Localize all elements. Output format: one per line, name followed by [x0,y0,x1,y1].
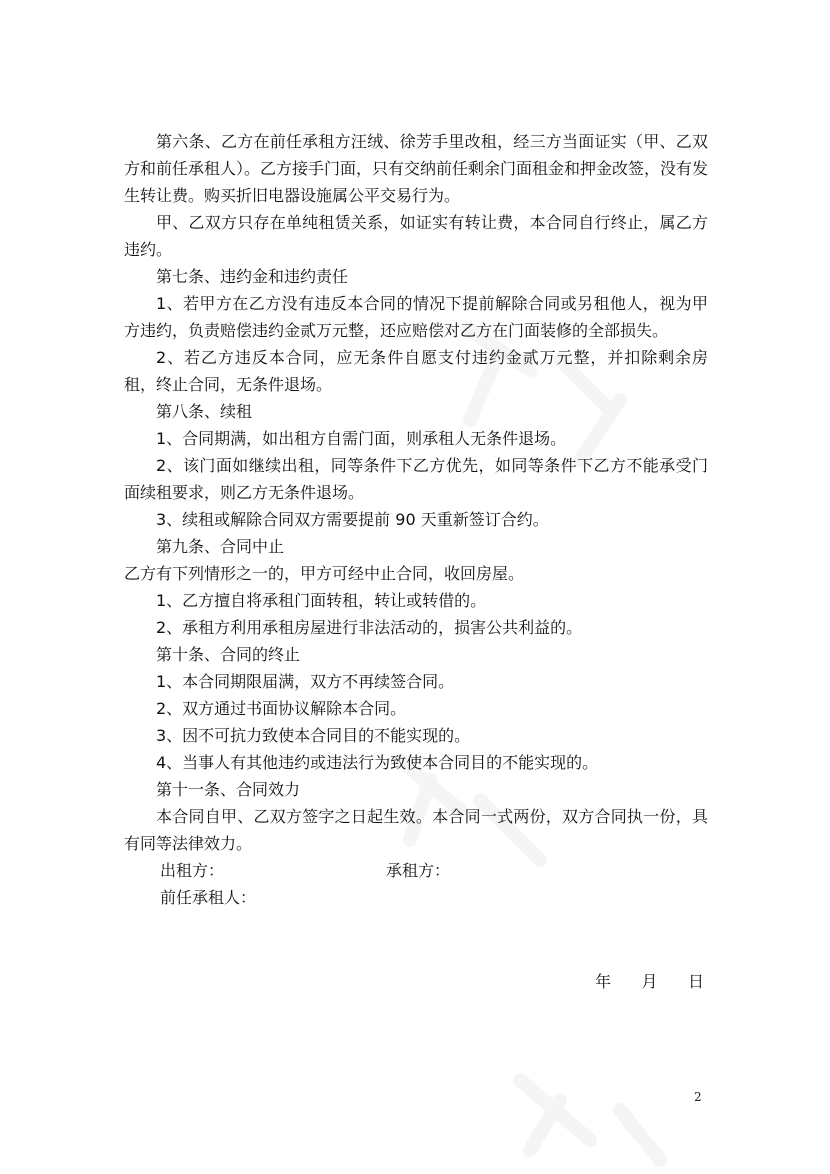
heading-article-7: 第七条、违约金和违约责任 [156,267,349,286]
lessee-signature-label: 承租方： [386,861,451,880]
paragraph-article-10-item-3: 3、因不可抗力致使本合同目的不能实现的。 [156,726,471,745]
paragraph-article-10-item-1: 1、本合同期限届满，双方不再续签合同。 [156,672,455,691]
page-number: 2 [694,1090,702,1104]
lessor-signature-label: 出租方： [160,861,225,880]
paragraph-article-10-item-4: 4、当事人有其他违约或违法行为致使本合同目的不能实现的。 [156,753,599,772]
signature-row-parties [124,857,708,884]
date-row [124,968,708,995]
paragraph-article-9-intro: 乙方有下列情形之一的，甲方可经中止合同，收回房屋。 [124,564,525,583]
paragraph-article-8-item-1: 1、合同期满，如出租方自需门面，则承租人无条件退场。 [156,429,567,448]
paragraph-lease-relationship: 甲、乙双方只存在单纯租赁关系，如证实有转让费，本合同自行终止，属乙方违约。 [124,213,708,259]
paragraph-article-7-item-2: 2、若乙方违反本合同，应无条件自愿支付违约金贰万元整，并扣除剩余房租，终止合同，无条件退场。 [124,348,708,394]
paragraph-article-8-item-2: 2、该门面如继续出租，同等条件下乙方优先，如同等条件下乙方不能承受门面续租要求，则乙方无条件退场。 [124,456,708,502]
paragraph-article-10-item-2: 2、双方通过书面协议解除本合同。 [156,699,407,718]
heading-article-8: 第八条、续租 [156,402,253,421]
heading-article-9: 第九条、合同中止 [156,537,285,556]
paragraph-article-11: 本合同自甲、乙双方签字之日起生效。本合同一式两份，双方合同执一份，具有同等法律效力。 [124,807,708,853]
contract-body [124,128,708,911]
paragraph-article-9-item-2: 2、承租方利用承租房屋进行非法活动的，损害公共利益的。 [156,618,583,637]
heading-article-10: 第十条、合同的终止 [156,645,301,664]
signature-row-former-lessee [124,884,708,911]
paragraph-article-7-item-1: 1、若甲方在乙方没有违反本合同的情况下提前解除合同或另租他人，视为甲方违约，负责赔偿违约金贰万元整，还应赔偿对乙方在门面装修的全部损失。 [124,294,708,340]
former-lessee-signature-label: 前任承租人： [160,888,257,907]
heading-article-11: 第十一条、合同效力 [156,780,301,799]
paragraph-article-8-item-3: 3、续租或解除合同双方需要提前 90 天重新签订合约。 [156,510,549,529]
paragraph-article-9-item-1: 1、乙方擅自将承租门面转租，转让或转借的。 [156,591,487,610]
paragraph-article-6: 第六条、乙方在前任承租方汪绒、徐芳手里改租，经三方当面证实（甲、乙双方和前任承租人）。乙方接手门面，只有交纳前任剩余门面租金和押金改签，没有发生转让费。购买折旧电器设施属公平交易行为。 [124,132,709,205]
date-line: 年 月 日 [594,972,704,991]
